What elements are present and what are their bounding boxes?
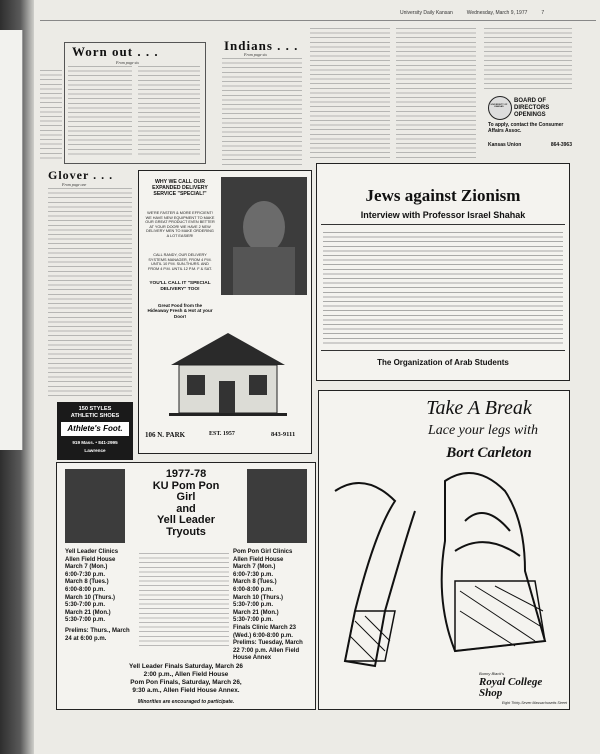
pom-time: 6:00-7:30 p.m. xyxy=(233,571,274,578)
story-column-4 xyxy=(396,28,476,158)
finals-info xyxy=(61,663,311,695)
athlete-brand: Athlete's Foot. xyxy=(61,422,129,436)
worn-out-from-page: From page six xyxy=(116,60,139,65)
photo-face xyxy=(243,201,285,253)
page-header xyxy=(400,10,544,16)
yell-date: March 7 (Mon.) xyxy=(65,564,108,571)
finals-yell-place: 2:00 p.m., Allen Field House xyxy=(143,671,229,678)
tryouts-title xyxy=(127,469,245,538)
jews-divider-bottom xyxy=(321,350,565,351)
story-column-3 xyxy=(310,28,390,158)
delivery-phone: 843-9111 xyxy=(271,431,296,438)
pom-pon-clinics xyxy=(233,549,311,663)
athlete-address: 919 Mass. • 841-2995 xyxy=(72,440,118,445)
yell-clinics-place: Allen Field House xyxy=(65,556,116,563)
delivery-address: 106 N. PARK xyxy=(145,431,186,439)
athletes-foot-ad xyxy=(57,402,133,460)
yell-time: 6:00-8:00 p.m. xyxy=(65,586,106,593)
delivery-photo xyxy=(221,177,307,295)
jews-against-zionism-ad xyxy=(316,163,570,381)
pom-time: 6:00-8:00 p.m. xyxy=(233,586,274,593)
delivery-call: CALL RANDY, OUR DELIVERY SYSTEMS MANAGER, FROM 4 P.M. UNTIL 10 P.M. SUN-THURS. AND FROM 4 P.M. UNTIL 12 P.M. F & SAT. xyxy=(148,253,212,271)
pom-date: March 21 (Mon.) xyxy=(233,609,279,616)
break-brand: Bort Carleton xyxy=(446,445,532,461)
yell-clinics-heading: Yell Leader Clinics xyxy=(65,549,119,555)
title-and: and xyxy=(176,502,196,515)
left-margin-text xyxy=(40,70,62,162)
header-rule xyxy=(40,20,596,21)
indians-title: Indians . . . xyxy=(224,38,299,53)
finals-pom-place: 9:30 a.m., Allen Field House Annex. xyxy=(132,687,240,694)
seal-text: UNIVERSITY OF KANSAS xyxy=(490,104,508,108)
jews-footer: The Organization of Arab Students xyxy=(377,358,509,367)
tryouts-description-lines xyxy=(139,553,229,649)
worn-out-title: Worn out . . . xyxy=(72,44,159,59)
pom-pon-tryouts-ad xyxy=(56,462,316,710)
athlete-shoes: ATHLETIC SHOES xyxy=(70,413,120,419)
sandals-illustration xyxy=(325,461,563,671)
worn-out-text-col1 xyxy=(68,66,132,158)
pom-date: March 8 (Tues.) xyxy=(233,579,277,586)
yell-time: 6:00-7:30 p.m. xyxy=(65,571,106,578)
pom-clinics-place: Allen Field House xyxy=(233,556,284,563)
restaurant-illustration xyxy=(169,331,287,417)
finals-pom-line: Pom Pon Finals, Saturday, March 26, xyxy=(130,679,242,686)
issue-date: Wednesday, March 9, 1977 xyxy=(466,10,528,16)
minorities-note: Minorities are encouraged to participate. xyxy=(137,699,235,705)
yell-date: March 10 (Thurs.) xyxy=(65,594,116,601)
glover-text xyxy=(48,188,132,396)
board-title: BOARD OF DIRECTORS OPENINGS xyxy=(514,98,550,118)
yell-prelims: Prelims: Thurs., March 24 at 6:00 p.m. xyxy=(65,627,130,642)
delivery-body: WE'RE FASTER & MORE EFFICIENT! WE HAVE NEW EQUIPMENT TO MAKE OUR GREAT PRODUCT EVEN BETTER AT YOUR DOOR! WE HAVE 2 NEW DELIVERY MEN TO MAKE ORDERING A LOT EASIER! xyxy=(145,211,215,238)
title-yell-leader: Yell Leader xyxy=(156,514,216,526)
delivery-est: EST. 1957 xyxy=(209,431,235,437)
yell-time: 5:30-7:00 p.m. xyxy=(65,602,106,609)
board-of-directors-ad xyxy=(488,96,572,152)
yell-date: March 8 (Tues.) xyxy=(65,579,109,586)
indians-text xyxy=(222,58,302,166)
board-apply: To apply, contact the Consumer Affairs Assoc. xyxy=(488,122,564,134)
pom-date: March 7 (Mon.) xyxy=(233,564,276,571)
break-address: Eight Thirty-Seven Massachusetts Street xyxy=(501,701,567,705)
pom-pon-photo xyxy=(65,469,125,543)
pom-finals-clinic: Finals Clinic March 23 (Wed.) 6:00-8:00 p.m. xyxy=(233,624,297,639)
jews-interview-text xyxy=(323,232,563,344)
athlete-city: Lawrence xyxy=(84,448,106,453)
break-headline: Take A Break xyxy=(426,397,532,419)
yell-time: 5:30-7:00 p.m. xyxy=(65,617,106,624)
board-location: Kansas Union xyxy=(488,142,522,148)
photo-body xyxy=(233,247,295,295)
yell-leader-photo xyxy=(247,469,307,543)
pom-time: 5:30-7:00 p.m. xyxy=(233,617,274,624)
delivery-food: Great Food from the Hideaway Fresh & Hot at your Door! xyxy=(147,303,213,319)
title-tryouts: Tryouts xyxy=(166,525,206,538)
pom-prelims: Prelims: Tuesday, March 22 7:00 p.m. Allen Field House Annex xyxy=(233,640,303,662)
pom-date: March 10 (Thurs.) xyxy=(233,594,284,601)
yell-date: March 21 (Mon.) xyxy=(65,609,111,616)
take-a-break-ad xyxy=(318,390,570,710)
jews-divider xyxy=(321,224,565,225)
glover-title: Glover . . . xyxy=(48,168,114,182)
jews-title: Jews against Zionism xyxy=(365,186,521,205)
pom-time: 5:30-7:00 p.m. xyxy=(233,602,274,609)
title-year: 1977-78 xyxy=(165,468,207,480)
tryouts-description xyxy=(139,553,229,649)
page-number: 7 xyxy=(541,10,545,16)
title-ku-pom-pon: KU Pom Pon xyxy=(152,479,220,492)
break-subline: Lace your legs with xyxy=(427,423,539,438)
story-column-5 xyxy=(484,28,572,92)
athlete-styles: 150 STYLES xyxy=(78,406,112,412)
ku-seal-icon xyxy=(488,96,512,120)
pom-clinics-heading: Pom Pon Girl Clinics xyxy=(233,549,293,555)
delivery-headline: WHY WE CALL OUR EXPANDED DELIVERY SERVICE "SPECIAL!" xyxy=(152,179,208,198)
break-store-small: Bunny Black's xyxy=(479,671,504,676)
title-girl: Girl xyxy=(176,491,196,503)
indians-from-page: From page six xyxy=(244,52,267,57)
delivery-tagline: YOU'LL CALL IT "SPECIAL DELIVERY" TOO! xyxy=(149,281,211,292)
delivery-ad xyxy=(138,170,312,454)
board-phone: 864-3963 xyxy=(550,142,572,148)
paper-name: University Daily Kansan xyxy=(400,10,453,16)
yell-leader-clinics xyxy=(65,549,137,643)
break-store: Royal College Shop xyxy=(479,676,543,699)
finals-yell-line: Yell Leader Finals Saturday, March 26 xyxy=(129,663,243,670)
jews-subtitle: Interview with Professor Israel Shahak xyxy=(360,210,526,220)
worn-out-text-col2 xyxy=(138,66,200,158)
previous-page-edge xyxy=(0,30,23,450)
glover-from-page: From page one xyxy=(62,182,87,187)
